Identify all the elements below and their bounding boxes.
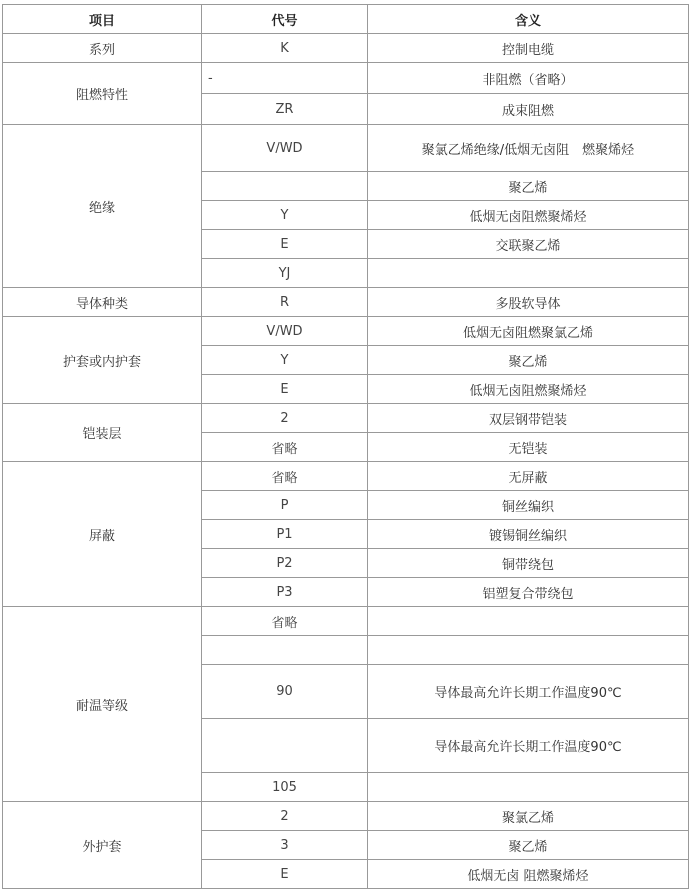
meaning-cell: 成束阻燃: [368, 94, 689, 125]
meaning-cell: 铜带绕包: [368, 549, 689, 578]
code-cell: V/WD: [202, 125, 368, 172]
table-row: [3, 802, 689, 831]
code-cell: ZR: [202, 94, 368, 125]
code-cell: 90: [202, 665, 368, 719]
meaning-cell: 聚乙烯: [368, 831, 689, 860]
table-row: [3, 607, 689, 636]
item-outer-sheath: 外护套: [3, 802, 202, 889]
meaning-cell: 无铠装: [368, 433, 689, 462]
table-row: [3, 404, 689, 433]
table-row: [3, 288, 689, 317]
table-row: [3, 34, 689, 63]
code-cell: Y: [202, 346, 368, 375]
meaning-cell: 聚氯乙烯绝缘/低烟无卤阻 燃聚烯烃: [368, 125, 689, 172]
meaning-cell: 低烟无卤阻燃聚烯烃: [368, 201, 689, 230]
meaning-cell: 低烟无卤阻燃聚氯乙烯: [368, 317, 689, 346]
cable-code-table: [2, 4, 689, 889]
header-row: [3, 5, 689, 34]
code-cell: V/WD: [202, 317, 368, 346]
item-conductor-type: 导体种类: [3, 288, 202, 317]
meaning-cell: 无屏蔽: [368, 462, 689, 491]
meaning-cell: 双层钢带铠装: [368, 404, 689, 433]
item-temperature-class: 耐温等级: [3, 607, 202, 802]
item-inner-sheath: 护套或内护套: [3, 317, 202, 404]
code-cell: 省略: [202, 462, 368, 491]
item-armor-layer: 铠装层: [3, 404, 202, 462]
meaning-cell: [368, 607, 689, 636]
code-cell: YJ: [202, 259, 368, 288]
meaning-cell: 导体最高允许长期工作温度90℃: [368, 665, 689, 719]
table-row: [3, 125, 689, 172]
code-cell: E: [202, 860, 368, 889]
code-cell: P1: [202, 520, 368, 549]
table-row: [3, 63, 689, 94]
header-item: 项目: [3, 5, 202, 34]
meaning-cell: 非阻燃（省略）: [368, 63, 689, 94]
meaning-cell: 聚乙烯: [368, 346, 689, 375]
code-cell: 105: [202, 773, 368, 802]
item-series: 系列: [3, 34, 202, 63]
meaning-cell: 低烟无卤 阻燃聚烯烃: [368, 860, 689, 889]
item-flame-retardance: 阻燃特性: [3, 63, 202, 125]
code-cell: 3: [202, 831, 368, 860]
code-cell: 省略: [202, 433, 368, 462]
code-cell: [202, 719, 368, 773]
code-cell: 省略: [202, 607, 368, 636]
code-cell: E: [202, 230, 368, 259]
meaning-cell: 多股软导体: [368, 288, 689, 317]
meaning-cell: [368, 259, 689, 288]
meaning-cell: 控制电缆: [368, 34, 689, 63]
code-cell: -: [202, 63, 368, 94]
code-cell: P2: [202, 549, 368, 578]
meaning-cell: 导体最高允许长期工作温度90℃: [368, 719, 689, 773]
meaning-cell: 交联聚乙烯: [368, 230, 689, 259]
meaning-cell: 低烟无卤阻燃聚烯烃: [368, 375, 689, 404]
header-meaning: 含义: [368, 5, 689, 34]
item-shielding: 屏蔽: [3, 462, 202, 607]
meaning-cell: 聚乙烯: [368, 172, 689, 201]
header-code: 代号: [202, 5, 368, 34]
code-cell: Y: [202, 201, 368, 230]
code-cell: 2: [202, 404, 368, 433]
table-row: [3, 317, 689, 346]
code-cell: P: [202, 491, 368, 520]
meaning-cell: [368, 636, 689, 665]
code-cell: K: [202, 34, 368, 63]
table-row: [3, 462, 689, 491]
meaning-cell: 聚氯乙烯: [368, 802, 689, 831]
meaning-cell: 铝塑复合带绕包: [368, 578, 689, 607]
meaning-cell: 镀锡铜丝编织: [368, 520, 689, 549]
code-cell: R: [202, 288, 368, 317]
code-cell: [202, 636, 368, 665]
item-insulation: 绝缘: [3, 125, 202, 288]
meaning-cell: [368, 773, 689, 802]
code-cell: [202, 172, 368, 201]
meaning-cell: 铜丝编织: [368, 491, 689, 520]
code-cell: E: [202, 375, 368, 404]
code-cell: P3: [202, 578, 368, 607]
code-cell: 2: [202, 802, 368, 831]
